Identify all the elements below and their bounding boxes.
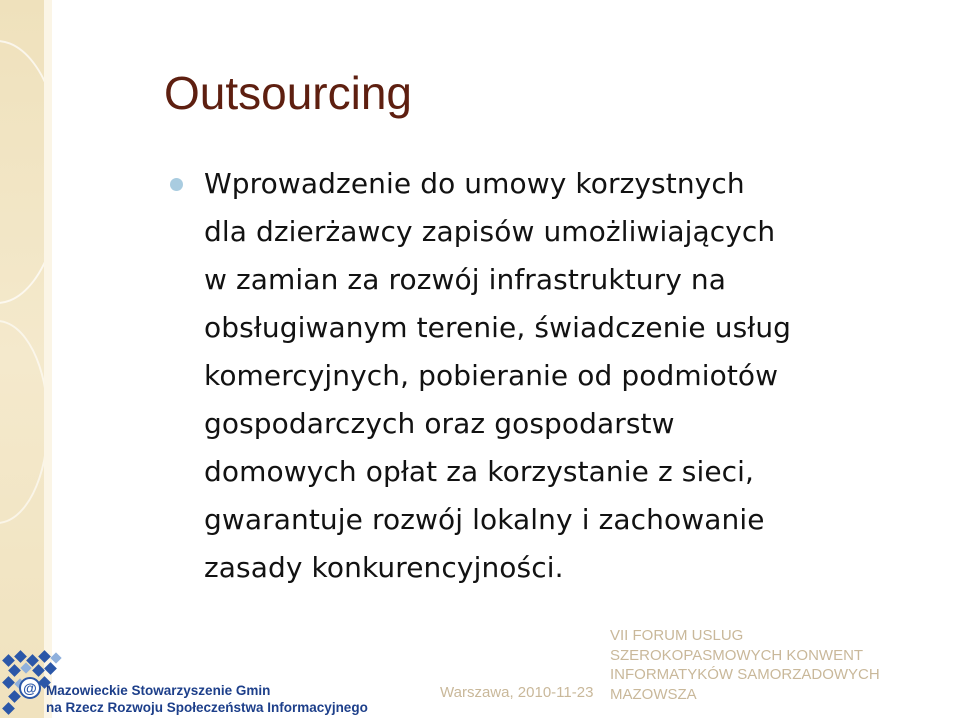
bullet-text [204, 160, 909, 592]
footer-date: Warszawa, 2010-11-23 [440, 684, 594, 701]
organization-name-line: Mazowieckie Stowarzyszenie Gmin [46, 683, 271, 698]
event-name-line: INFORMATYKÓW SAMORZADOWYCH [610, 666, 880, 683]
bullet-line: obsługiwanym terenie, świadczenie usług [204, 311, 792, 344]
organization-name-line: na Rzecz Rozwoju Społeczeństwa Informacyjnego [46, 700, 368, 715]
slide-title: Outsourcing [164, 67, 413, 119]
bullet-line: w zamian za rozwój infrastruktury na [204, 263, 727, 296]
bullet-line: domowych opłat za korzystanie z sieci, [204, 455, 755, 488]
event-name-line: VII FORUM USLUG [610, 627, 744, 644]
logo-at-symbol: @ [23, 680, 37, 696]
bullet-line: zasady konkurencyjności. [204, 551, 564, 584]
bullet-line: dla dzierżawcy zapisów umożliwiających [204, 215, 776, 248]
bullet-line: Wprowadzenie do umowy korzystnych [204, 167, 745, 200]
event-name-line: MAZOWSZA [610, 685, 697, 703]
bullet-line: gospodarczych oraz gospodarstw [204, 407, 675, 440]
bullet-line: komercyjnych, pobieranie od podmiotów [204, 359, 779, 392]
organization-name [46, 682, 368, 716]
decorative-arc [0, 40, 64, 304]
decorative-arc [0, 320, 49, 524]
bullet-dot-icon [170, 178, 183, 191]
event-name-line: SZEROKOPASMOWYCH KONWENT [610, 646, 864, 664]
decorative-side-strip [0, 0, 44, 718]
bullet-line: gwarantuje rozwój lokalny i zachowanie [204, 503, 765, 536]
footer-event-name [610, 626, 880, 704]
strip-divider [44, 0, 52, 718]
